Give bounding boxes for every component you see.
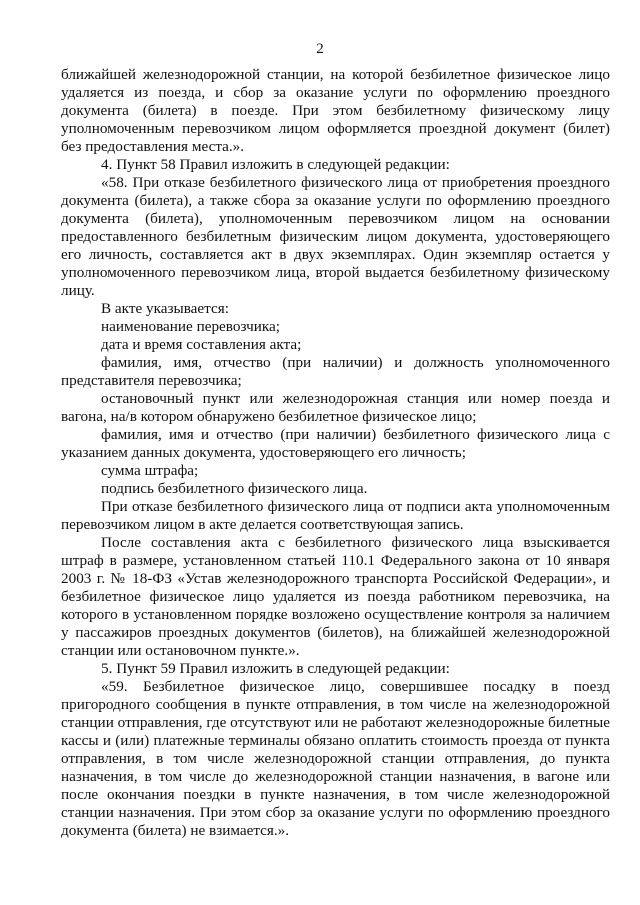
list-item-station-or-train: остановочный пункт или железнодорожная станция или номер поезда и вагона, на/в котором обнаружено безбилетное физическое лицо; [61, 390, 610, 425]
list-item-passenger-identity: фамилия, имя и отчество (при наличии) безбилетного физического лица с указанием данных документа, удостоверяющего его личность; [61, 426, 610, 461]
paragraph-act-contents-intro: В акте указывается: [101, 300, 229, 317]
list-item-signature: подпись безбилетного физического лица. [101, 480, 368, 497]
list-item-date-time: дата и время составления акта; [101, 336, 302, 353]
paragraph-item-4: 4. Пункт 58 Правил изложить в следующей редакции: [101, 156, 450, 173]
paragraph-continuation: ближайшей железнодорожной станции, на которой безбилетное физическое лицо удаляется из поезда, и сбор за оказание услуги по оформлению проездного документа (билета) в поезде. При этом безбилетному физическому лицу уполномоченным перевозчиком лицом оформляется проездной документ (билет) без предоставления места.». [61, 66, 610, 155]
list-item-fine-amount: сумма штрафа; [101, 462, 199, 479]
paragraph-item-5: 5. Пункт 59 Правил изложить в следующей редакции: [101, 660, 450, 677]
paragraph-fine-and-removal: После составления акта с безбилетного физического лица взыскивается штраф в размере, установленном статьей 110.1 Федерального закона от 10 января 2003 г. № 18-ФЗ «Устав железнодорожного транспорта Российской Федерации», и безбилетное физическое лицо удаляется из поезда работником перевозчика, на которого в установленном порядке возложено осуществление контроля за наличием у пассажиров проездных документов (билетов), на ближайшей железнодорожной станции или остановочном пункте.». [61, 534, 610, 659]
list-item-carrier-name: наименование перевозчика; [101, 318, 281, 335]
document-body [61, 66, 610, 840]
paragraph-clause-59: «59. Безбилетное физическое лицо, совершившее посадку в поезд пригородного сообщения в пункте отправления, в том числе на железнодорожной станции отправления, где отсутствуют или не работают железнодорожные билетные кассы и (или) платежные терминалы обязано оплатить стоимость проезда от пункта отправления, в том числе железнодорожной станции отправления, до пункта назначения, в том числе до железнодорожной станции назначения, в вагоне или после окончания поездки в пункте назначения, в том числе железнодорожной станции назначения. При этом сбор за оказание услуги по оформлению проездного документа (билета) не взимается.». [61, 678, 610, 839]
page-number: 2 [316, 41, 324, 57]
paragraph-clause-58: «58. При отказе безбилетного физического лица от приобретения проездного документа (билета), а также сбора за оказание услуги по оформлению проездного документа (билета), уполномоченным перевозчиком лицом на основании предоставленного безбилетным физическим лицом документа, удостоверяющего его личность, составляется акт в двух экземплярах. Один экземпляр остается у уполномоченного перевозчиком лица, второй выдается безбилетному физическому лицу. [61, 174, 610, 299]
list-item-representative: фамилия, имя, отчество (при наличии) и должность уполномоченного представителя перевозчика; [61, 354, 610, 389]
paragraph-refusal-to-sign: При отказе безбилетного физического лица от подписи акта уполномоченным перевозчиком лицом в акте делается соответствующая запись. [61, 498, 610, 533]
